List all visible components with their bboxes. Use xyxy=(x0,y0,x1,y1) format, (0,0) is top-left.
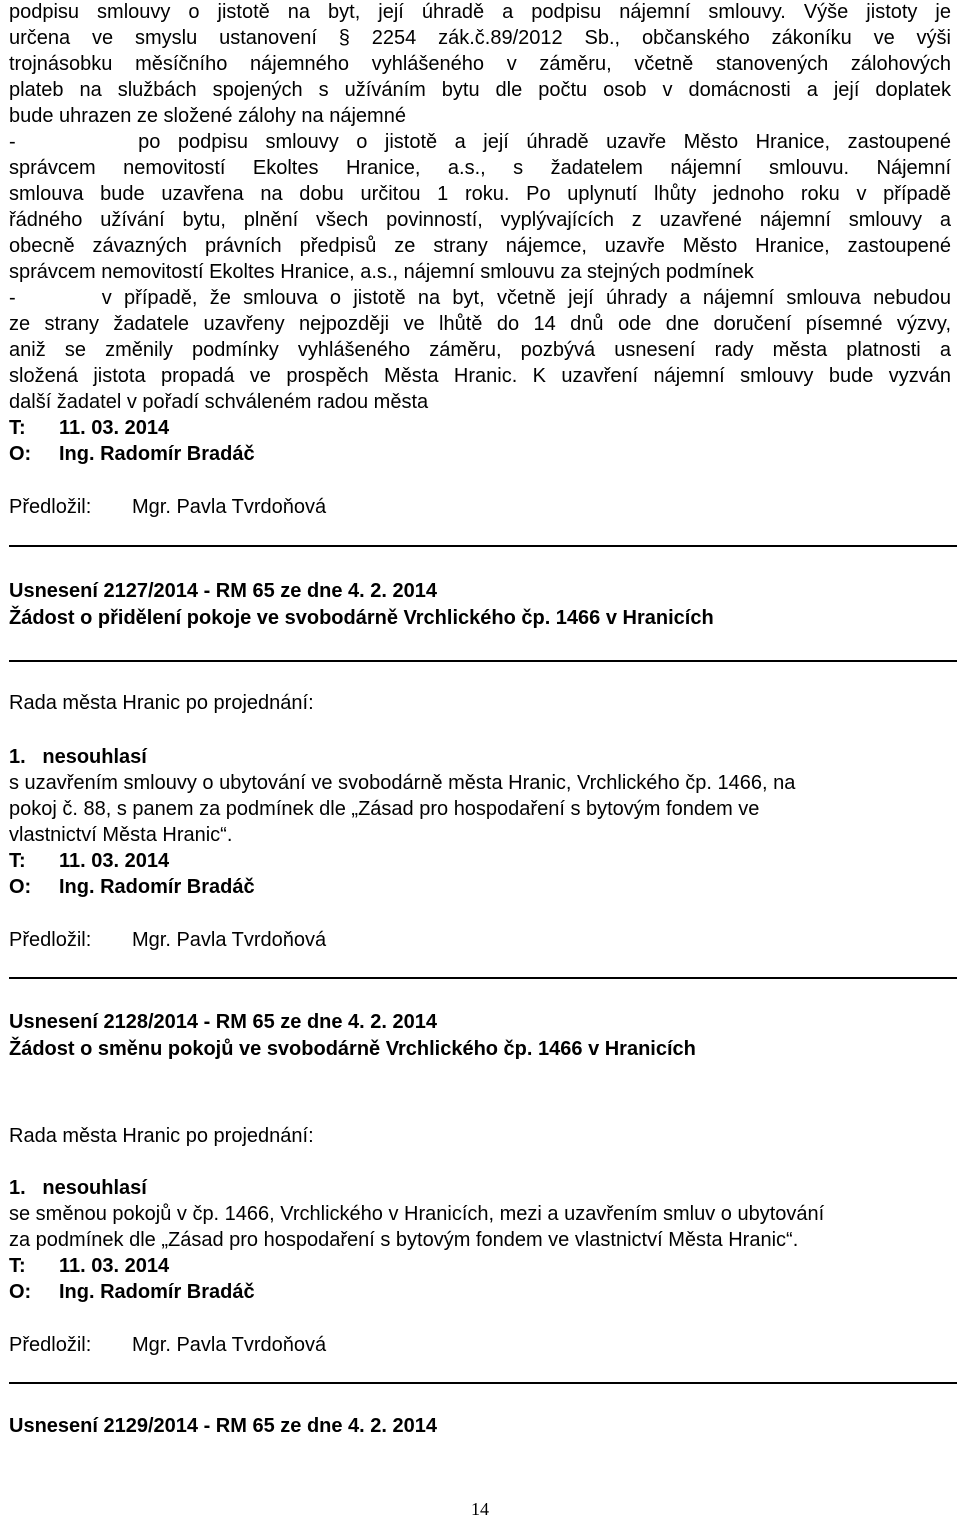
submitted-by-value: Mgr. Pavla Tvrdoňová xyxy=(132,929,327,951)
paragraph-line: správcem nemovitostí Ekoltes Hranice, a.s., nájemní smlouvu za stejných podmínek xyxy=(9,261,754,283)
resolution-point: 1. nesouhlasí xyxy=(9,746,147,768)
paragraph-line: složená jistota propadá ve prospěch Města Hranic. K uzavření nájemní smlouvy bude vyzván xyxy=(9,365,951,387)
paragraph-line: - v případě, že smlouva o jistotě na byt, včetně její úhrady a nájemní smlouva nebudou xyxy=(9,287,951,309)
resolution-heading: Usnesení 2128/2014 - RM 65 ze dne 4. 2. 2014 xyxy=(9,1011,438,1033)
paragraph-line: se směnou pokojů v čp. 1466, Vrchlického v Hranicích, mezi a uzavřením smluv o ubytování xyxy=(9,1203,825,1225)
submitted-by-label: Předložil: xyxy=(9,929,92,951)
paragraph-line: řádného užívání bytu, plnění všech povinností, vyplývajících z uzavřené nájemní smlouvy a xyxy=(9,209,951,231)
deadline-value: 11. 03. 2014 xyxy=(59,417,170,439)
deadline-value: 11. 03. 2014 xyxy=(59,1255,170,1277)
paragraph-line: podpisu smlouvy o jistotě na byt, její úhradě a podpisu nájemní smlouvy. Výše jistoty je xyxy=(9,1,951,23)
responsible-value: Ing. Radomír Bradáč xyxy=(59,443,255,465)
paragraph-line: - po podpisu smlouvy o jistotě a její úhradě uzavře Město Hranice, zastoupené xyxy=(9,131,951,153)
resolution-subject: Žádost o směnu pokojů ve svobodárně Vrchlického čp. 1466 v Hranicích xyxy=(9,1038,696,1060)
responsible-row xyxy=(9,441,951,467)
paragraph-line: správcem nemovitostí Ekoltes Hranice, a.s., s žadatelem nájemní smlouvu. Nájemní xyxy=(9,157,951,179)
paragraph-line: pokoj č. 88, s panem za podmínek dle „Zásad pro hospodaření s bytovým fondem ve xyxy=(9,798,760,820)
responsible-row xyxy=(9,874,951,900)
deadline-label: T: xyxy=(9,850,26,872)
responsible-row xyxy=(9,1279,951,1305)
submitted-by-value: Mgr. Pavla Tvrdoňová xyxy=(132,1334,327,1356)
paragraph-line: za podmínek dle „Zásad pro hospodaření s bytovým fondem ve vlastnictví Města Hranic“. xyxy=(9,1229,799,1251)
submitted-by-row xyxy=(9,927,951,953)
resolution-point: 1. nesouhlasí xyxy=(9,1177,147,1199)
paragraph-line: trojnásobku měsíčního nájemného vyhlášeného v záměru, včetně stanovených zálohových xyxy=(9,53,951,75)
paragraph-line: bude uhrazen ze složené zálohy na nájemné xyxy=(9,105,406,127)
paragraph-line: obecně závazných právních předpisů ze strany nájemce, uzavře Město Hranice, zastoupené xyxy=(9,235,951,257)
responsible-label: O: xyxy=(9,876,32,898)
section-divider xyxy=(9,545,957,547)
council-intro: Rada města Hranic po projednání: xyxy=(9,1125,314,1147)
responsible-label: O: xyxy=(9,443,32,465)
deadline-label: T: xyxy=(9,417,26,439)
section-divider xyxy=(9,977,957,979)
submitted-by-row xyxy=(9,1332,951,1358)
responsible-label: O: xyxy=(9,1281,32,1303)
resolution-heading: Usnesení 2127/2014 - RM 65 ze dne 4. 2. 2014 xyxy=(9,580,438,602)
paragraph-line: smlouva bude uzavřena na dobu určitou 1 roku. Po uplynutí lhůty jednoho roku v případě xyxy=(9,183,951,205)
resolution-heading: Usnesení 2129/2014 - RM 65 ze dne 4. 2. 2014 xyxy=(9,1415,438,1437)
paragraph-line: určena ve smyslu ustanovení § 2254 zák.č.89/2012 Sb., občanského zákoníku ve výši xyxy=(9,27,951,49)
paragraph-line: další žadatel v pořadí schváleném radou města xyxy=(9,391,429,413)
deadline-row xyxy=(9,415,951,441)
resolution-subject: Žádost o přidělení pokoje ve svobodárně Vrchlického čp. 1466 v Hranicích xyxy=(9,607,714,629)
submitted-by-row xyxy=(9,494,951,520)
section-divider xyxy=(9,1382,957,1384)
submitted-by-value: Mgr. Pavla Tvrdoňová xyxy=(132,496,327,518)
council-intro: Rada města Hranic po projednání: xyxy=(9,692,314,714)
paragraph-line: s uzavřením smlouvy o ubytování ve svobodárně města Hranic, Vrchlického čp. 1466, na xyxy=(9,772,796,794)
paragraph-line: vlastnictví Města Hranic“. xyxy=(9,824,233,846)
submitted-by-label: Předložil: xyxy=(9,1334,92,1356)
section-divider xyxy=(9,660,957,662)
paragraph-line: aniž se změnily podmínky vyhlášeného záměru, pozbývá usnesení rady města platnosti a xyxy=(9,339,951,361)
deadline-row xyxy=(9,1253,951,1279)
responsible-value: Ing. Radomír Bradáč xyxy=(59,876,255,898)
deadline-value: 11. 03. 2014 xyxy=(59,850,170,872)
page-number: 14 xyxy=(471,1499,489,1519)
responsible-value: Ing. Radomír Bradáč xyxy=(59,1281,255,1303)
submitted-by-label: Předložil: xyxy=(9,496,92,518)
deadline-label: T: xyxy=(9,1255,26,1277)
deadline-row xyxy=(9,848,951,874)
paragraph-line: plateb na službách spojených s užíváním bytu dle počtu osob v domácnosti a její doplatek xyxy=(9,79,951,101)
paragraph-line: ze strany žadatele uzavřeny nejpozději ve lhůtě do 14 dnů ode dne doručení písemné výzvy, xyxy=(9,313,951,335)
